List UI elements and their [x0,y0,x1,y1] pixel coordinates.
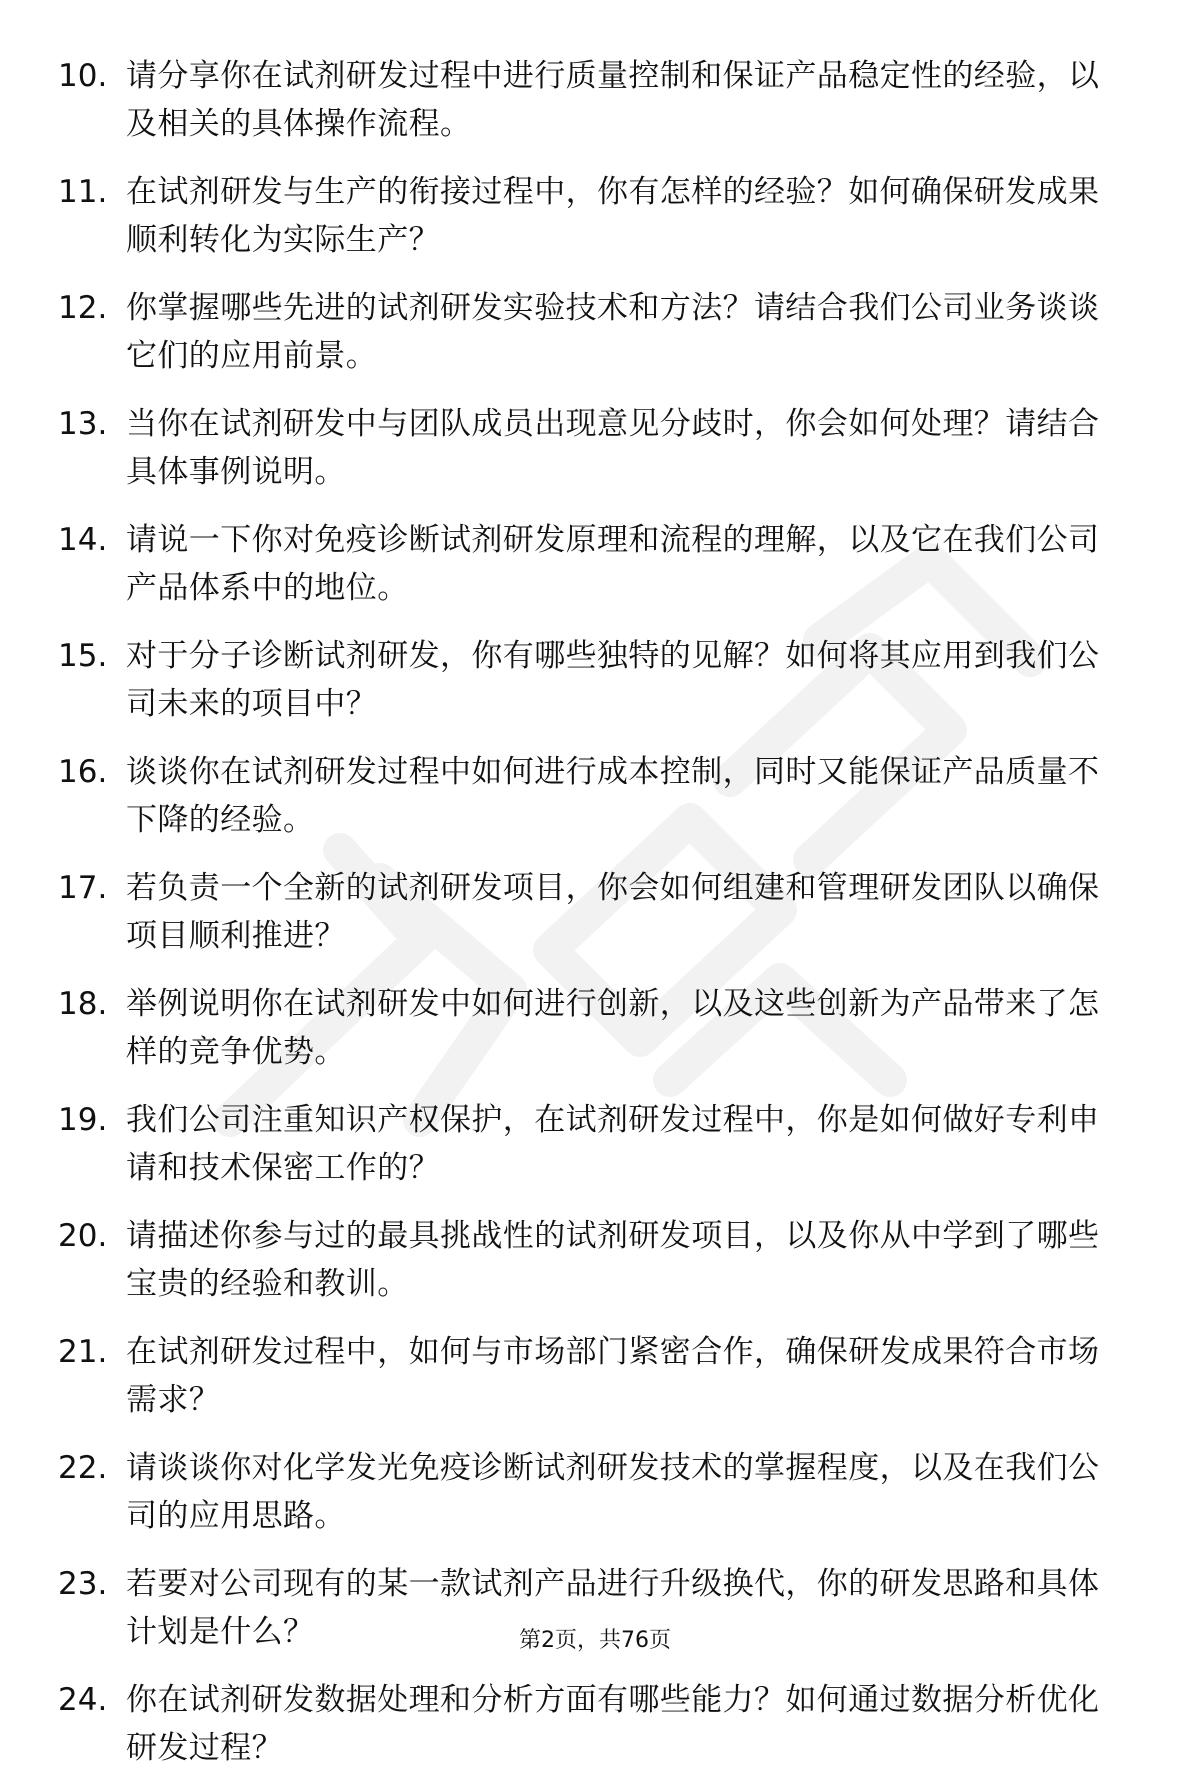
question-number: 10. [58,58,108,94]
question-item [58,864,1118,960]
question-number: 15. [58,638,108,674]
question-text: 请说一下你对免疫诊断试剂研发原理和流程的理解，以及它在我们公司产品体系中的地位。 [126,522,1100,606]
question-number: 22. [58,1450,108,1486]
question-text: 我们公司注重知识产权保护，在试剂研发过程中，你是如何做好专利申请和技术保密工作的？ [126,1102,1100,1186]
question-text: 若要对公司现有的某一款试剂产品进行升级换代，你的研发思路和具体计划是什么？ [126,1566,1100,1650]
question-number: 13. [58,406,108,442]
question-item [58,748,1118,844]
question-list [58,52,1118,1792]
question-number: 20. [58,1218,108,1254]
question-number: 12. [58,290,108,326]
question-text: 当你在试剂研发中与团队成员出现意见分歧时，你会如何处理？请结合具体事例说明。 [126,406,1100,490]
question-number: 17. [58,870,108,906]
question-item [58,52,1118,148]
question-text: 举例说明你在试剂研发中如何进行创新，以及这些创新为产品带来了怎样的竞争优势。 [126,986,1100,1070]
question-number: 14. [58,522,108,558]
question-number: 19. [58,1102,108,1138]
question-item [58,632,1118,728]
question-text: 请谈谈你对化学发光免疫诊断试剂研发技术的掌握程度，以及在我们公司的应用思路。 [126,1450,1100,1534]
question-item [58,516,1118,612]
question-number: 24. [58,1682,108,1718]
question-text: 在试剂研发与生产的衔接过程中，你有怎样的经验？如何确保研发成果顺利转化为实际生产？ [126,174,1100,258]
question-number: 18. [58,986,108,1022]
question-item [58,980,1118,1076]
question-number: 11. [58,174,108,210]
question-number: 16. [58,754,108,790]
page-footer: 第2页，共76页 [519,1628,671,1653]
question-item [58,1444,1118,1540]
question-text: 谈谈你在试剂研发过程中如何进行成本控制，同时又能保证产品质量不下降的经验。 [126,754,1100,838]
question-item [58,168,1118,264]
question-item [58,400,1118,496]
question-text: 请分享你在试剂研发过程中进行质量控制和保证产品稳定性的经验，以及相关的具体操作流程。 [126,58,1100,142]
question-text: 你在试剂研发数据处理和分析方面有哪些能力？如何通过数据分析优化研发过程？ [126,1682,1100,1766]
question-item [58,1096,1118,1192]
question-text: 在试剂研发过程中，如何与市场部门紧密合作，确保研发成果符合市场需求？ [126,1334,1100,1418]
question-text: 你掌握哪些先进的试剂研发实验技术和方法？请结合我们公司业务谈谈它们的应用前景。 [126,290,1100,374]
question-text: 对于分子诊断试剂研发，你有哪些独特的见解？如何将其应用到我们公司未来的项目中？ [126,638,1100,722]
question-number: 21. [58,1334,108,1370]
question-item [58,1676,1118,1772]
question-text: 请描述你参与过的最具挑战性的试剂研发项目，以及你从中学到了哪些宝贵的经验和教训。 [126,1218,1100,1302]
question-item [58,1212,1118,1308]
question-number: 23. [58,1566,108,1602]
question-item [58,1328,1118,1424]
question-text: 若负责一个全新的试剂研发项目，你会如何组建和管理研发团队以确保项目顺利推进？ [126,870,1100,954]
question-item [58,284,1118,380]
